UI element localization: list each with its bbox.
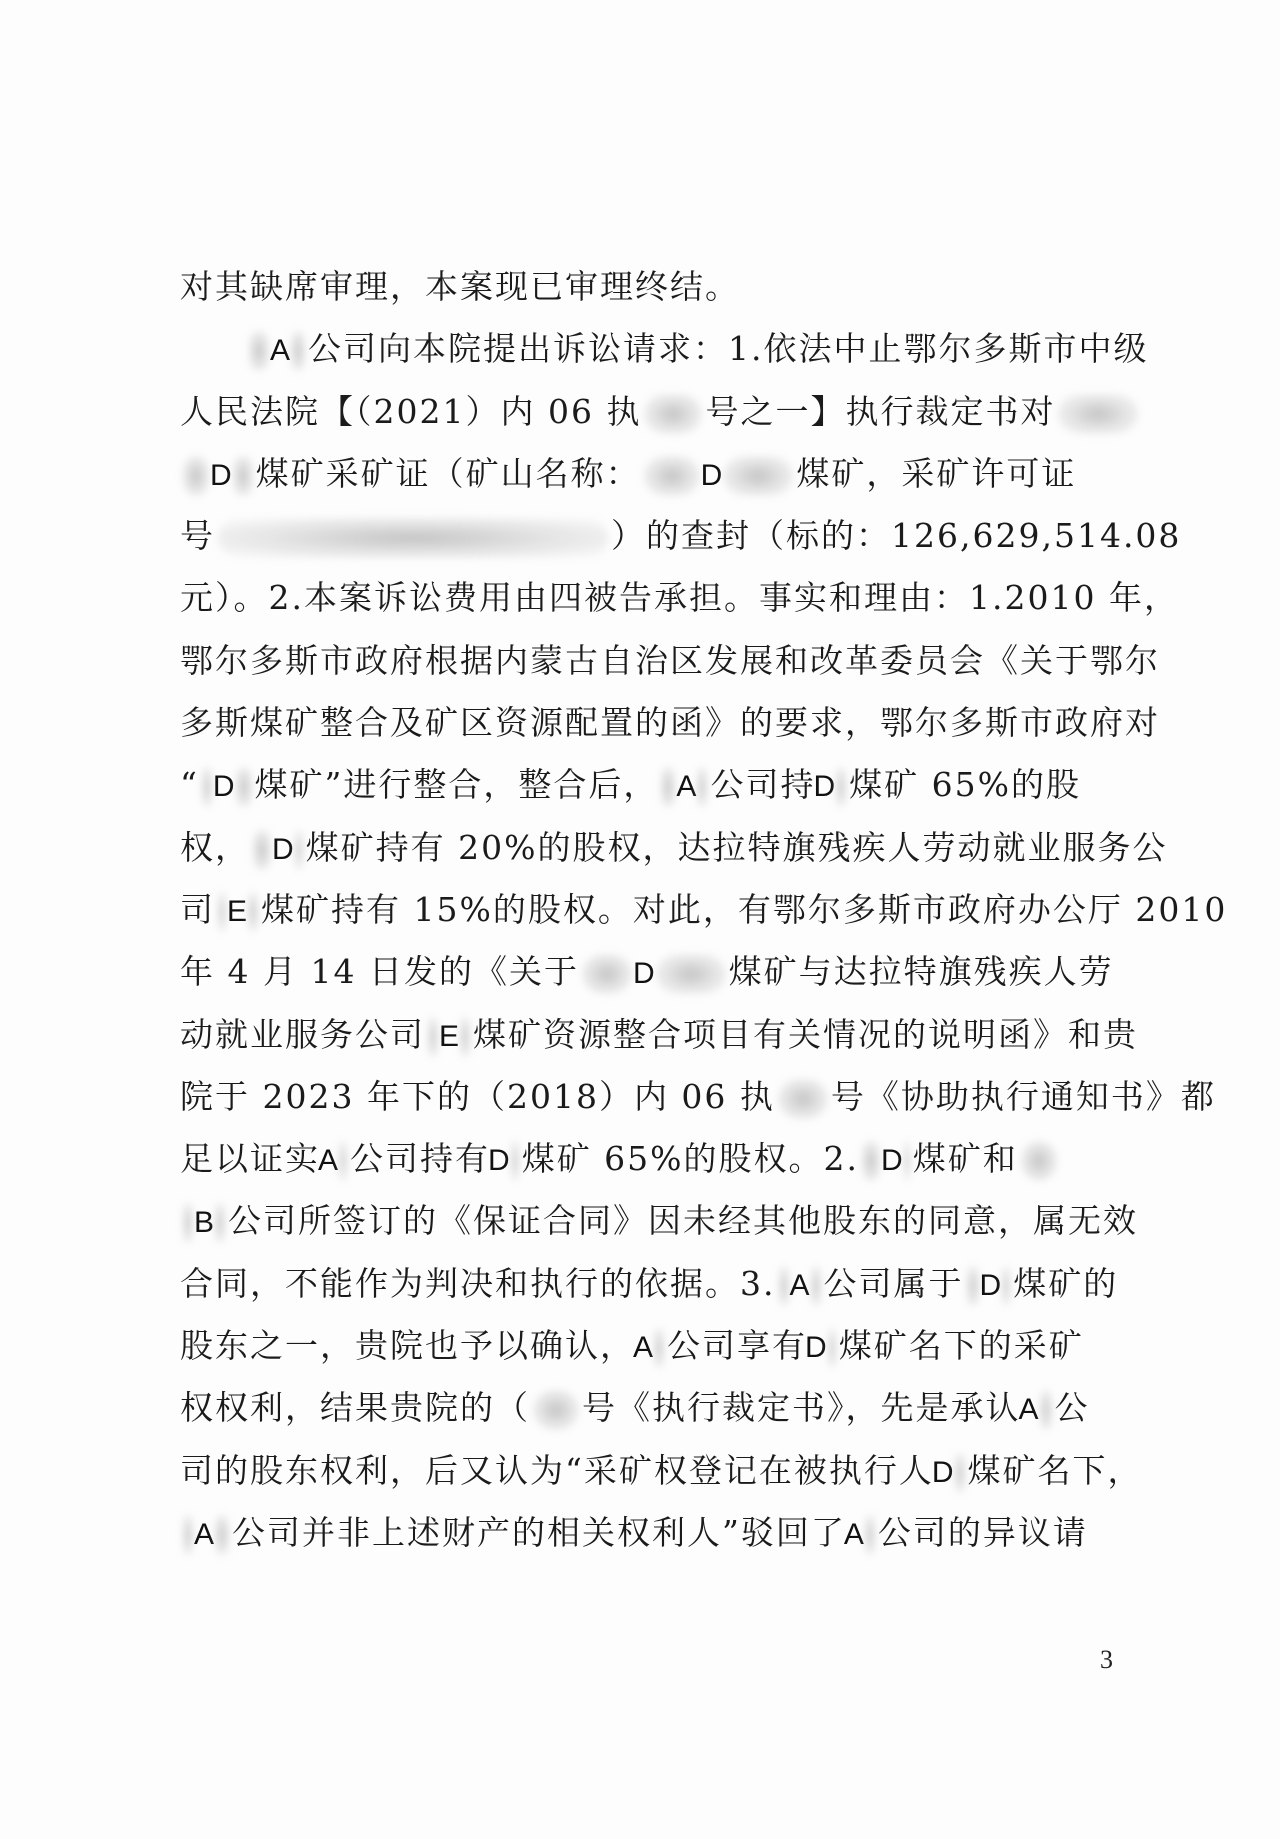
line-text: 煤矿名下， [967, 1450, 1143, 1490]
redaction-blur [215, 1515, 229, 1555]
line-text: 号《协助执行通知书》都 [830, 1076, 1216, 1116]
line-text: 煤矿 65%的股权。2. [521, 1139, 860, 1179]
line-text: 对其缺席审理，本案现已审理终结。 [180, 267, 740, 306]
line-text: 合同，不能作为判决和执行的依据。3. [180, 1263, 776, 1303]
redaction-blur [511, 1141, 519, 1181]
text-line [180, 941, 1120, 1003]
line-text: 煤矿资源整合项目有关情况的说明函》和贵 [473, 1014, 1139, 1054]
redaction-blur [1040, 1390, 1052, 1430]
redaction-blur [215, 1203, 225, 1243]
line-text: “ [180, 765, 199, 805]
line-text: 公司并非上述财产的相关权利人”驳回了 [232, 1512, 846, 1552]
page-number: 3 [1100, 1645, 1113, 1674]
text-line [180, 318, 1149, 380]
line-text: 煤矿的 [1013, 1263, 1119, 1303]
text-line [180, 754, 1120, 816]
redaction-blur [811, 1266, 821, 1306]
redaction-blur [644, 394, 702, 434]
line-text: 动就业服务公司 [180, 1014, 425, 1054]
party-label-d: D [805, 1331, 827, 1365]
line-text: 足以证实 [180, 1139, 320, 1179]
redaction-blur [779, 1266, 789, 1306]
line-text: 公司的异议请 [877, 1512, 1088, 1552]
text-line [180, 1004, 1139, 1066]
line-text: 公司所签订的《保证合同》因未经其他股东的同意，属无效 [228, 1201, 1139, 1241]
line-text: 公司持 [710, 765, 816, 805]
line-text: 权权利，结果贵院的（ [180, 1388, 530, 1428]
redaction-blur [248, 892, 258, 932]
line-text: 号之一】执行裁定书对 [705, 391, 1056, 431]
line-text: 鄂尔多斯市政府根据内蒙古自治区发展和改革委员会《关于鄂尔 [180, 640, 1160, 680]
redaction-blur [291, 331, 305, 371]
line-text: 煤矿”进行整合，整合后， [254, 765, 659, 805]
text-line [180, 692, 1160, 754]
text-line [180, 879, 1228, 941]
party-label-a: A [843, 1517, 864, 1551]
redaction-blur [1002, 1266, 1010, 1306]
line-text: 公司向本院提出诉讼请求：1.依法中止鄂尔多斯市中级 [308, 329, 1149, 369]
redaction-blur [862, 1141, 880, 1181]
line-text: 公司属于 [823, 1263, 964, 1303]
text-line [180, 1066, 1216, 1128]
redaction-blur [339, 1141, 347, 1181]
text-line [180, 381, 1120, 443]
text-line [180, 1128, 1120, 1190]
party-label-d: D [210, 458, 232, 492]
redaction-blur [904, 1141, 910, 1181]
line-text: 号《执行裁定书》，先是承认 [582, 1388, 1021, 1428]
line-text: 多斯煤矿整合及矿区资源配置的函》的要求，鄂尔多斯市政府对 [180, 703, 1160, 743]
text-line [180, 1253, 1120, 1315]
line-text: ）的查封（标的：126,629,514.08 [611, 516, 1182, 556]
line-text: 股东之一，贵院也予以确认， [180, 1326, 635, 1366]
redaction-blur [644, 456, 700, 496]
party-label-d: D [212, 770, 235, 804]
party-label-d: D [272, 832, 294, 866]
redaction-blur [778, 1079, 828, 1119]
party-label-e: E [439, 1019, 460, 1053]
line-text: 司 [180, 889, 215, 929]
redaction-blur [582, 954, 632, 994]
redaction-blur [295, 830, 303, 870]
redaction-blur [697, 767, 707, 807]
party-label-a: A [270, 334, 291, 368]
party-label-d: D [931, 1455, 954, 1489]
redaction-blur [236, 767, 252, 807]
line-text: 煤矿持有 15%的股权。对此，有鄂尔多斯市政府办公厅 2010 [261, 889, 1228, 929]
redaction-blur [183, 456, 209, 496]
redaction-blur [656, 954, 726, 994]
redaction-blur [460, 1017, 470, 1057]
text-line [180, 1315, 1120, 1377]
text-line [180, 630, 1160, 692]
text-line [180, 1190, 1139, 1252]
party-label-d: D [979, 1268, 1002, 1302]
party-label-d: D [813, 770, 836, 804]
party-label-a: A [194, 1517, 215, 1551]
redaction-blur [865, 1515, 875, 1555]
party-label-a: A [1018, 1393, 1039, 1427]
party-label-d: D [700, 458, 723, 492]
redaction-blur [428, 1017, 438, 1057]
line-text: 煤矿和 [912, 1139, 1018, 1179]
text-line [180, 1502, 1120, 1564]
line-text: 人民法院【（2021）内 06 执 [180, 391, 642, 431]
redaction-blur [218, 518, 608, 558]
line-text: 公司享有 [667, 1326, 808, 1366]
line-text: 公 [1054, 1388, 1090, 1428]
line-text: 年 4 月 14 日发的《关于 [180, 952, 579, 992]
party-label-a: A [633, 1331, 654, 1365]
redaction-blur [723, 456, 793, 496]
body-text [180, 256, 1228, 1564]
redaction-blur [654, 1328, 664, 1368]
line-text: 元）。2.本案诉讼费用由四被告承担。事实和理由：1.2010 年， [180, 578, 1179, 618]
party-label-b: B [194, 1206, 215, 1240]
party-label-d: D [881, 1144, 903, 1178]
line-text: 公司持有 [350, 1139, 491, 1179]
redaction-blur [828, 1328, 836, 1368]
redaction-blur [218, 892, 226, 932]
line-text: 煤矿持有 20%的股权，达拉特旗残疾人劳动就业服务公 [305, 827, 1168, 867]
line-text: 煤矿 65%的股 [849, 765, 1081, 805]
redaction-blur [253, 830, 271, 870]
redaction-blur [967, 1266, 979, 1306]
redaction-blur [533, 1390, 579, 1430]
text-line [180, 505, 1182, 567]
redaction-blur [249, 331, 269, 371]
party-label-a: A [789, 1268, 810, 1302]
line-text: 院于 2023 年下的（2018）内 06 执 [180, 1076, 775, 1116]
line-text: 煤矿名下的采矿 [838, 1326, 1084, 1366]
text-line [180, 567, 1179, 629]
line-text: 号 [180, 516, 215, 556]
redaction-blur [836, 767, 846, 807]
party-label-e: E [227, 894, 248, 928]
redaction-blur [1021, 1141, 1057, 1181]
party-label-d: D [632, 957, 655, 991]
text-line [180, 817, 1168, 879]
text-line [180, 1440, 1143, 1502]
text-line [180, 443, 1120, 505]
line-text: 煤矿采矿证（矿山名称： [255, 453, 641, 493]
redaction-blur [202, 767, 212, 807]
line-text: 煤矿，采矿许可证 [796, 453, 1077, 493]
party-label-a: A [318, 1144, 339, 1178]
redaction-blur [183, 1203, 193, 1243]
redaction-blur [233, 456, 253, 496]
line-text: 煤矿与达拉特旗残疾人劳 [728, 952, 1114, 992]
text-line [180, 256, 1120, 318]
line-text: 权， [180, 827, 250, 867]
line-text: 司的股东权利，后又认为“采矿权登记在被执行人 [180, 1450, 934, 1490]
party-label-a: A [676, 770, 697, 804]
redaction-blur [1058, 394, 1138, 434]
redaction-blur [955, 1453, 965, 1493]
party-label-d: D [488, 1144, 510, 1178]
redaction-blur [661, 767, 675, 807]
text-line [180, 1377, 1120, 1439]
redaction-blur [183, 1515, 193, 1555]
